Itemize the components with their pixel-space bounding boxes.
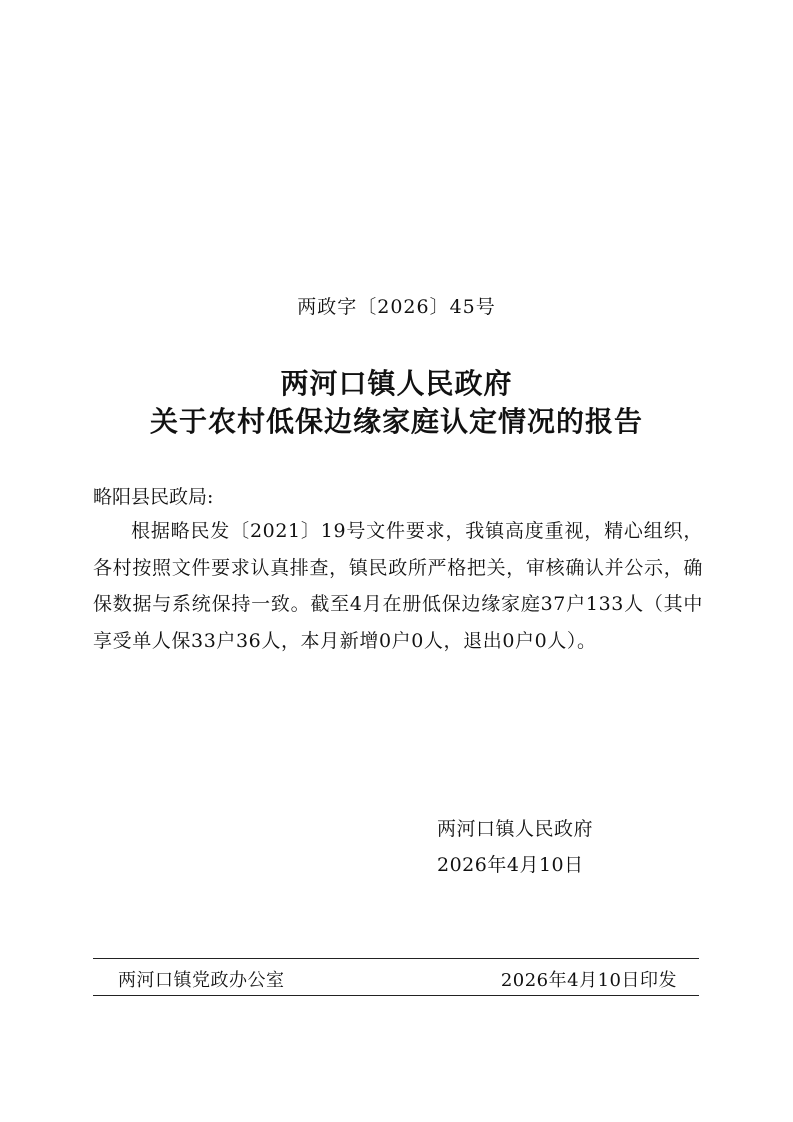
- footer-bottom-rule: [93, 995, 699, 996]
- footer-issuing-office: 两河口镇党政办公室: [118, 970, 285, 991]
- signature-organization: 两河口镇人民政府: [437, 818, 594, 840]
- footer-issue-date: 2026年4月10日印发: [500, 970, 677, 991]
- document-number: 两政字〔2026〕45号: [297, 296, 496, 318]
- body-paragraph: 根据略民发〔2021〕19号文件要求，我镇高度重视，精心组织，各村按照文件要求认真排查，镇民政所严格把关，审核确认并公示，确保数据与系统保持一致。截至4月在册低保边缘家庭37户133人（其中享受单人保33户36人，本月新增0户0人，退出0户0人）。: [93, 520, 703, 652]
- signature-date: 2026年4月10日: [437, 854, 584, 876]
- footer-top-rule: [93, 958, 699, 959]
- document-title-line-1: 两河口镇人民政府: [280, 367, 513, 400]
- document-title-line-2: 关于农村低保边缘家庭认定情况的报告: [149, 405, 643, 438]
- addressee: 略阳县民政局:: [93, 486, 214, 508]
